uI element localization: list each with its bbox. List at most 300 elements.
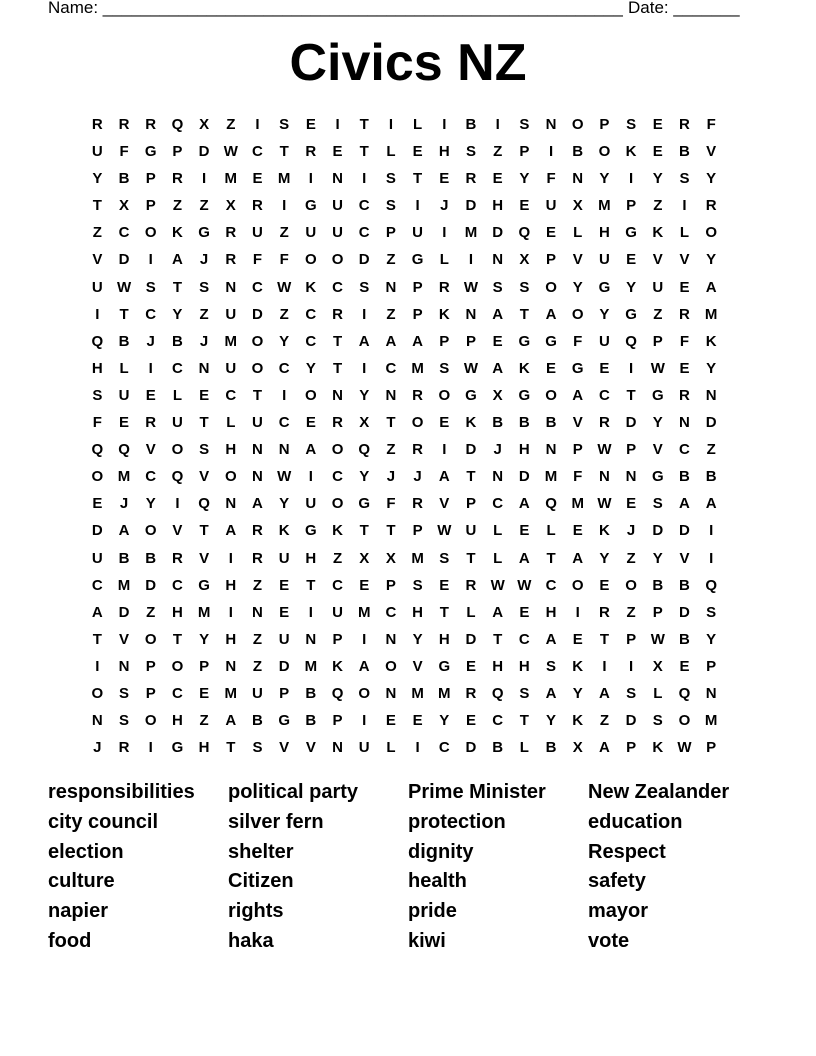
grid-letter: O — [625, 576, 637, 594]
grid-letter: G — [625, 224, 637, 242]
grid-letter: G — [518, 386, 531, 404]
grid-letter: I — [308, 468, 313, 486]
grid-letter: H — [225, 441, 237, 459]
grid-letter: E — [599, 359, 610, 377]
grid-letter: R — [412, 495, 424, 513]
grid-letter: K — [518, 359, 530, 377]
grid-letter: G — [305, 197, 317, 215]
grid-letter: Y — [439, 712, 450, 730]
grid-letter: D — [278, 657, 290, 675]
grid-letter: E — [626, 495, 637, 513]
grid-letter: B — [679, 468, 690, 486]
grid-letter: Q — [358, 441, 371, 459]
grid-letter: U — [225, 359, 237, 377]
grid-letter: Y — [599, 549, 610, 567]
grid-letter: X — [385, 549, 396, 567]
grid-letter: O — [251, 332, 264, 350]
grid-letter: E — [119, 414, 130, 432]
grid-letter: S — [626, 684, 637, 702]
grid-letter: C — [278, 414, 290, 432]
grid-letter: L — [573, 224, 583, 242]
grid-letter: A — [385, 332, 397, 350]
grid-letter: O — [331, 495, 344, 513]
grid-letter: V — [199, 468, 210, 486]
grid-letter: R — [171, 549, 183, 567]
grid-letter: Z — [172, 197, 182, 215]
grid-letter: I — [682, 197, 687, 215]
grid-letter: G — [305, 522, 317, 540]
grid-letter: N — [385, 386, 397, 404]
grid-letter: O — [331, 251, 344, 269]
grid-letter: O — [705, 224, 717, 242]
grid-letter: L — [679, 224, 690, 242]
grid-letter: V — [305, 739, 316, 757]
grid-letter: W — [277, 468, 292, 486]
grid-letter: N — [225, 657, 237, 675]
grid-letter: G — [278, 712, 290, 730]
grid-letter: Z — [386, 441, 396, 459]
grid-letter: I — [95, 657, 100, 675]
grid-letter: S — [439, 549, 450, 567]
grid-letter: I — [362, 170, 367, 188]
grid-letter: P — [626, 441, 637, 459]
grid-letter: T — [359, 522, 369, 540]
grid-letter: G — [651, 468, 664, 486]
grid-letter: Z — [626, 549, 636, 567]
grid-letter: Y — [92, 170, 103, 188]
grid-letter: C — [91, 576, 103, 594]
grid-letter: V — [145, 441, 156, 459]
grid-letter: P — [626, 630, 637, 648]
grid-letter: E — [145, 386, 156, 404]
grid-letter: I — [308, 170, 313, 188]
grid-letter: Y — [572, 684, 583, 702]
letter-grid — [84, 111, 725, 761]
grid-letter: T — [626, 386, 636, 404]
grid-letter: H — [545, 603, 557, 621]
grid-letter: L — [413, 116, 423, 133]
word-list-item: education — [588, 810, 683, 833]
grid-letter: I — [575, 603, 580, 621]
grid-letter: O — [571, 576, 584, 594]
grid-letter: Y — [279, 332, 290, 350]
grid-letter: E — [572, 630, 583, 648]
grid-letter: N — [492, 251, 504, 269]
grid-letter: O — [438, 386, 451, 404]
grid-letter: A — [252, 495, 263, 513]
word-list-item: vote — [588, 929, 630, 952]
grid-letter: T — [332, 359, 343, 377]
grid-letter: X — [359, 549, 370, 567]
grid-letter: R — [305, 143, 317, 161]
grid-letter: T — [226, 739, 236, 757]
grid-letter: D — [625, 712, 637, 730]
grid-letter: C — [225, 386, 237, 404]
grid-letter: T — [252, 386, 263, 404]
grid-letter: Y — [572, 278, 583, 296]
grid-letter: U — [332, 224, 343, 242]
grid-letter: V — [412, 657, 423, 675]
grid-letter: E — [439, 170, 450, 188]
grid-letter: Y — [145, 495, 156, 513]
grid-letter: E — [679, 657, 690, 675]
grid-letter: D — [679, 522, 690, 540]
grid-letter: Y — [652, 170, 663, 188]
grid-letter: T — [493, 630, 503, 648]
grid-letter: I — [362, 305, 367, 323]
grid-letter: O — [545, 386, 557, 404]
grid-letter: T — [279, 143, 289, 161]
grid-letter: B — [545, 739, 557, 757]
grid-letter: H — [438, 630, 450, 648]
grid-letter: P — [465, 495, 476, 513]
grid-letter: U — [412, 224, 424, 242]
grid-letter: E — [679, 278, 690, 296]
grid-letter: T — [332, 332, 343, 350]
grid-letter: D — [465, 197, 477, 215]
grid-letter: U — [252, 224, 263, 242]
grid-letter: U — [171, 414, 183, 432]
grid-letter: P — [706, 657, 717, 675]
grid-letter: N — [705, 386, 717, 404]
grid-letter: R — [438, 278, 450, 296]
grid-letter: Z — [199, 197, 209, 215]
grid-letter: K — [625, 143, 637, 161]
grid-letter: E — [465, 712, 476, 730]
grid-letter: Y — [519, 170, 530, 188]
grid-letter: R — [225, 251, 237, 269]
grid-letter: Q — [331, 684, 344, 702]
grid-letter: C — [118, 224, 130, 242]
date-field-label[interactable]: Date: _______ — [628, 0, 740, 17]
word-list-item: protection — [408, 810, 506, 833]
grid-letter: B — [252, 712, 263, 730]
grid-letter: X — [572, 739, 583, 757]
word-list — [48, 778, 768, 957]
grid-letter: Q — [678, 684, 691, 702]
grid-letter: W — [116, 278, 132, 296]
grid-letter: P — [385, 224, 396, 242]
grid-letter: L — [546, 522, 556, 540]
grid-letter: L — [439, 251, 449, 269]
grid-letter: S — [439, 359, 450, 377]
grid-letter: Z — [653, 305, 663, 323]
grid-letter: R — [145, 414, 157, 432]
grid-letter: B — [518, 414, 530, 432]
grid-letter: P — [652, 603, 663, 621]
word-list-item: Respect — [588, 840, 666, 863]
grid-letter: Q — [545, 495, 557, 513]
grid-letter: J — [493, 441, 502, 459]
grid-letter: G — [571, 359, 584, 377]
grid-letter: P — [279, 684, 290, 702]
grid-letter: B — [465, 116, 477, 133]
grid-letter: K — [652, 224, 664, 242]
grid-letter: Z — [252, 576, 263, 594]
grid-letter: V — [172, 522, 183, 540]
grid-letter: N — [385, 630, 397, 648]
grid-letter: O — [91, 468, 104, 486]
grid-letter: E — [385, 712, 396, 730]
grid-letter: F — [92, 414, 102, 432]
grid-letter: Z — [226, 116, 236, 133]
grid-letter: J — [119, 495, 129, 513]
grid-letter: N — [225, 278, 237, 296]
grid-letter: Y — [706, 359, 717, 377]
grid-letter: N — [465, 305, 477, 323]
grid-letter: Z — [653, 197, 663, 215]
grid-letter: E — [305, 116, 316, 133]
grid-letter: O — [678, 712, 691, 730]
grid-letter: C — [252, 143, 263, 161]
grid-letter: D — [465, 441, 477, 459]
grid-letter: E — [305, 414, 316, 432]
grid-letter: E — [492, 332, 503, 350]
grid-letter: E — [92, 495, 103, 513]
header — [48, 0, 768, 20]
word-list-item: political party — [228, 781, 359, 803]
grid-letter: Z — [386, 251, 396, 269]
grid-letter: I — [442, 116, 447, 133]
grid-letter: A — [358, 657, 370, 675]
grid-letter: W — [463, 359, 479, 377]
grid-letter: T — [413, 170, 423, 188]
grid-letter: U — [305, 224, 317, 242]
grid-letter: I — [709, 549, 714, 567]
grid-letter: O — [144, 224, 157, 242]
grid-letter: D — [679, 603, 690, 621]
word-list-item: responsibilities — [48, 781, 195, 803]
grid-letter: B — [118, 549, 130, 567]
grid-letter: O — [171, 441, 184, 459]
grid-letter: D — [518, 468, 530, 486]
grid-letter: C — [145, 305, 157, 323]
grid-letter: C — [171, 359, 183, 377]
grid-letter: N — [332, 386, 343, 404]
grid-letter: L — [172, 386, 182, 404]
grid-letter: B — [492, 739, 504, 757]
grid-letter: B — [545, 414, 557, 432]
grid-letter: Y — [599, 305, 610, 323]
grid-letter: H — [598, 224, 610, 242]
grid-letter: I — [362, 630, 367, 648]
grid-letter: T — [199, 522, 209, 540]
grid-letter: X — [652, 657, 663, 675]
grid-letter: E — [252, 170, 263, 188]
grid-letter: T — [439, 603, 449, 621]
word-list-item: New Zealander — [588, 781, 730, 803]
grid-letter: P — [412, 278, 423, 296]
grid-letter: M — [117, 576, 131, 594]
grid-letter: U — [225, 305, 237, 323]
grid-letter: Z — [599, 712, 609, 730]
grid-letter: P — [652, 332, 663, 350]
grid-letter: A — [545, 684, 557, 702]
grid-letter: E — [199, 684, 210, 702]
word-list-item: silver fern — [228, 810, 324, 833]
grid-letter: S — [465, 143, 476, 161]
grid-letter: I — [495, 116, 500, 133]
grid-letter: D — [465, 739, 477, 757]
grid-letter: C — [305, 332, 317, 350]
grid-letter: X — [492, 386, 503, 404]
grid-letter: Y — [359, 468, 370, 486]
grid-letter: Q — [491, 684, 504, 702]
grid-letter: Y — [305, 359, 316, 377]
grid-letter: G — [198, 224, 210, 242]
grid-letter: Y — [199, 630, 210, 648]
grid-letter: Y — [652, 414, 663, 432]
grid-letter: A — [305, 441, 317, 459]
grid-letter: M — [598, 197, 611, 215]
grid-letter: E — [332, 143, 343, 161]
grid-letter: O — [305, 251, 317, 269]
grid-letter: A — [598, 739, 610, 757]
grid-letter: U — [305, 495, 317, 513]
grid-letter: W — [677, 739, 692, 757]
grid-letter: Y — [279, 495, 290, 513]
grid-letter: A — [545, 630, 557, 648]
grid-letter: O — [331, 441, 344, 459]
grid-letter: B — [118, 170, 130, 188]
grid-letter: O — [571, 116, 584, 133]
grid-letter: O — [305, 386, 317, 404]
name-field-label[interactable]: Name: _______________________________________________________ — [48, 0, 623, 17]
grid-letter: O — [598, 143, 611, 161]
grid-letter: J — [146, 332, 155, 350]
grid-letter: N — [545, 116, 557, 133]
grid-letter: P — [332, 712, 343, 730]
grid-letter: I — [629, 359, 634, 377]
grid-letter: F — [546, 170, 556, 188]
grid-letter: S — [706, 603, 717, 621]
grid-letter: N — [625, 468, 637, 486]
grid-letter: J — [413, 468, 422, 486]
grid-letter: L — [386, 739, 396, 757]
grid-letter: O — [144, 630, 157, 648]
grid-letter: K — [278, 522, 290, 540]
grid-letter: E — [626, 251, 637, 269]
grid-letter: R — [252, 197, 263, 215]
grid-letter: T — [519, 305, 529, 323]
grid-letter: K — [572, 712, 584, 730]
grid-letter: I — [148, 251, 153, 269]
grid-letter: T — [466, 468, 476, 486]
grid-letter: W — [277, 278, 292, 296]
grid-letter: T — [92, 630, 102, 648]
grid-letter: C — [385, 359, 397, 377]
grid-letter: T — [119, 305, 129, 323]
grid-letter: P — [572, 441, 583, 459]
grid-letter: R — [412, 386, 424, 404]
grid-letter: W — [437, 522, 452, 540]
grid-letter: J — [626, 522, 636, 540]
grid-letter: A — [492, 359, 504, 377]
word-list-item: napier — [48, 900, 109, 923]
grid-letter: V — [92, 251, 103, 269]
grid-letter: N — [545, 441, 557, 459]
grid-letter: N — [332, 739, 343, 757]
grid-letter: G — [518, 332, 531, 350]
grid-letter: U — [278, 630, 290, 648]
grid-letter: W — [597, 441, 612, 459]
grid-letter: U — [252, 414, 263, 432]
grid-letter: V — [572, 414, 583, 432]
grid-letter: P — [439, 332, 450, 350]
grid-letter: P — [546, 251, 557, 269]
grid-letter: V — [279, 739, 290, 757]
grid-letter: P — [199, 657, 210, 675]
grid-letter: I — [148, 359, 153, 377]
grid-letter: P — [626, 197, 637, 215]
grid-letter: P — [145, 170, 156, 188]
grid-letter: P — [145, 657, 156, 675]
grid-letter: N — [572, 170, 584, 188]
grid-letter: N — [598, 468, 610, 486]
grid-letter: G — [411, 251, 424, 269]
grid-letter: U — [652, 278, 664, 296]
grid-letter: H — [91, 359, 103, 377]
grid-letter: S — [385, 197, 396, 215]
grid-letter: P — [519, 143, 530, 161]
grid-letter: U — [252, 684, 263, 702]
grid-letter: C — [679, 441, 690, 459]
grid-letter: A — [225, 522, 237, 540]
grid-letter: Z — [279, 305, 289, 323]
grid-letter: T — [466, 549, 476, 567]
grid-letter: C — [145, 468, 157, 486]
grid-letter: E — [519, 522, 530, 540]
grid-letter: R — [118, 739, 130, 757]
grid-letter: S — [652, 712, 663, 730]
grid-letter: B — [171, 332, 183, 350]
grid-letter: Z — [199, 305, 209, 323]
grid-letter: F — [679, 332, 690, 350]
grid-letter: A — [705, 278, 717, 296]
grid-letter: Z — [386, 305, 396, 323]
grid-letter: T — [359, 116, 369, 133]
grid-letter: T — [546, 549, 556, 567]
grid-letter: V — [199, 549, 210, 567]
grid-letter: E — [572, 522, 583, 540]
grid-letter: S — [546, 657, 557, 675]
grid-letter: U — [278, 549, 290, 567]
grid-letter: B — [679, 630, 690, 648]
grid-letter: E — [519, 603, 530, 621]
grid-letter: P — [465, 332, 476, 350]
grid-letter: N — [225, 495, 237, 513]
grid-letter: S — [92, 386, 103, 404]
grid-letter: T — [92, 197, 102, 215]
grid-letter: Q — [91, 332, 104, 350]
grid-letter: B — [705, 468, 717, 486]
grid-letter: Q — [171, 468, 184, 486]
grid-letter: K — [305, 278, 317, 296]
grid-letter: X — [359, 414, 370, 432]
grid-letter: A — [545, 305, 557, 323]
grid-letter: V — [572, 251, 583, 269]
grid-letter: R — [465, 684, 477, 702]
grid-letter: I — [362, 359, 367, 377]
word-list-item: election — [48, 840, 124, 863]
grid-letter: B — [305, 684, 317, 702]
grid-letter: N — [679, 414, 690, 432]
grid-letter: O — [144, 712, 157, 730]
grid-letter: Q — [625, 332, 637, 350]
grid-letter: T — [199, 414, 209, 432]
grid-letter: V — [679, 549, 690, 567]
grid-letter: B — [145, 549, 157, 567]
